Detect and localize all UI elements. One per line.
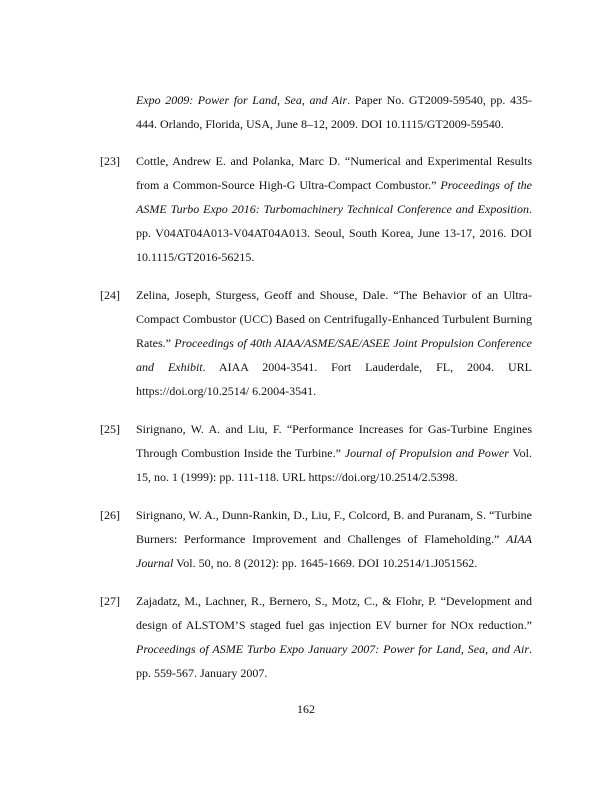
reference-details: Vol. 50, no. 8 (2012): pp. 1645-1669. DOI 10.2514/1.J051562.	[173, 556, 478, 570]
reference-venue: Proceedings of 40th AIAA/ASME/SAE/ASEE Joint Propulsion Conference and Exhibit	[136, 336, 532, 374]
reference-text	[136, 503, 532, 575]
reference-text	[136, 88, 532, 136]
reference-number: [26]	[100, 508, 120, 522]
reference-text	[136, 283, 532, 403]
reference-number: [27]	[100, 594, 120, 608]
reference-venue: Proceedings of ASME Turbo Expo January 2007: Power for Land, Sea, and Air	[136, 642, 529, 656]
page-number: 162	[297, 702, 315, 716]
reference-authors-title: Sirignano, W. A., Dunn-Rankin, D., Liu, F., Colcord, B. and Puranam, S. “Turbine Burners: Performance Improvement and Challenges of Flameholding.”	[136, 508, 532, 546]
reference-26	[100, 503, 532, 575]
reference-continuation	[100, 88, 532, 136]
reference-25	[100, 417, 532, 489]
reference-number: [23]	[100, 154, 120, 168]
reference-details: . pp. V04AT04A013-V04AT04A013. Seoul, South Korea, June 13-17, 2016. DOI 10.1115/GT2016-56215.	[136, 202, 532, 264]
reference-text	[136, 417, 532, 489]
reference-venue: AIAA Journal	[136, 532, 532, 570]
reference-venue: Proceedings of the ASME Turbo Expo 2016: Turbomachinery Technical Conference and Exposition	[136, 178, 532, 216]
reference-number: [24]	[100, 288, 120, 302]
reference-23	[100, 149, 532, 269]
reference-details: . Paper No. GT2009-59540, pp. 435-444. Orlando, Florida, USA, June 8–12, 2009. DOI 10.1115/GT2009-59540.	[136, 93, 532, 131]
reference-details: . pp. 559-567. January 2007.	[136, 642, 532, 680]
reference-authors-title: Cottle, Andrew E. and Polanka, Marc D. “Numerical and Experimental Results from a Common-Source High-G Ultra-Compact Combustor.”	[136, 154, 532, 192]
reference-authors-title: Sirignano, W. A. and Liu, F. “Performance Increases for Gas-Turbine Engines Through Combustion Inside the Turbine.”	[136, 422, 532, 460]
reference-authors-title: Zelina, Joseph, Sturgess, Geoff and Shouse, Dale. “The Behavior of an Ultra-Compact Combustor (UCC) Based on Centrifugally-Enhanced Turbulent Burning Rates.”	[136, 288, 532, 350]
reference-venue: Journal of Propulsion and Power	[344, 446, 509, 460]
reference-27	[100, 589, 532, 685]
reference-venue: Expo 2009: Power for Land, Sea, and Air	[136, 93, 348, 107]
reference-text	[136, 149, 532, 269]
reference-details: . AIAA 2004-3541. Fort Lauderdale, FL, 2004. URL https://doi.org/10.2514/ 6.2004-3541.	[136, 360, 532, 398]
reference-list	[100, 88, 532, 699]
reference-authors-title: Zajadatz, M., Lachner, R., Bernero, S., Motz, C., & Flohr, P. “Development and design of ALSTOM’S staged fuel gas injection EV burner for NOx reduction.”	[136, 594, 532, 632]
reference-24	[100, 283, 532, 403]
reference-details: Vol. 15, no. 1 (1999): pp. 111-118. URL https://doi.org/10.2514/2.5398.	[136, 446, 532, 484]
reference-number	[100, 88, 136, 136]
reference-number: [25]	[100, 422, 120, 436]
reference-text	[136, 589, 532, 685]
